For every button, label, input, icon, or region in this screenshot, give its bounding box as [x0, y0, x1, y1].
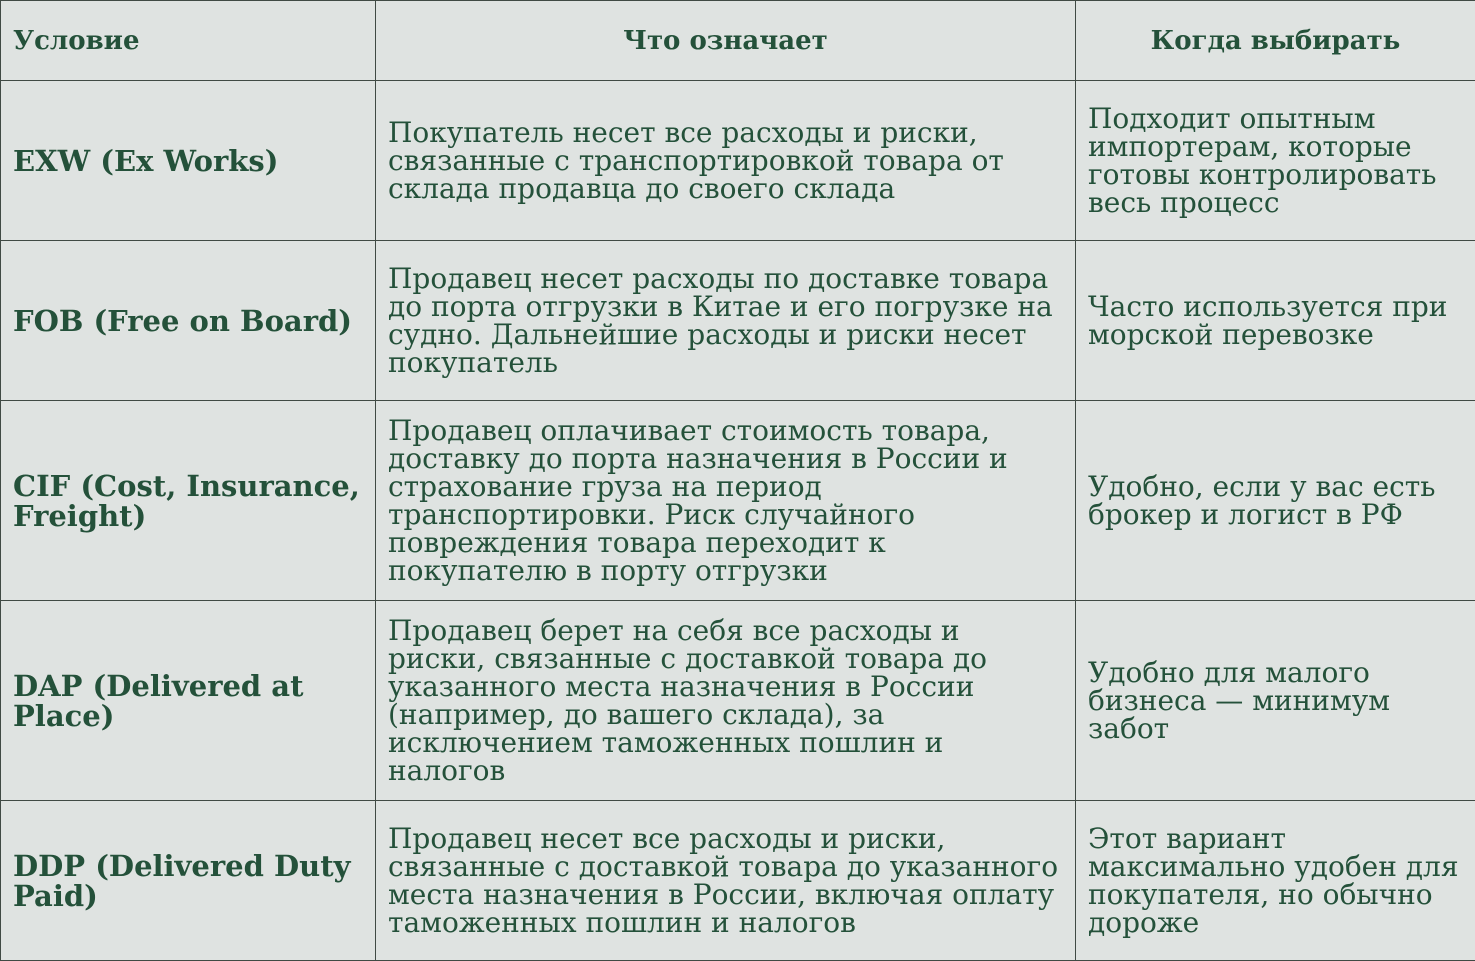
when-cell: Удобно для малого бизнеса — минимум забот — [1076, 601, 1475, 801]
table-row — [1, 801, 1475, 961]
term-cell: CIF (Cost, Insurance, Freight) — [1, 401, 376, 601]
table-row — [1, 241, 1475, 401]
when-cell: Этот вариант максимально удобен для покупателя, но обычно дороже — [1076, 801, 1475, 961]
term-cell: FOB (Free on Board) — [1, 241, 376, 401]
header-when-to-choose: Когда выбирать — [1076, 1, 1475, 81]
header-meaning: Что означает — [376, 1, 1076, 81]
meaning-cell: Продавец несет все расходы и риски, связанные с доставкой товара до указанного места назначения в России, включая оплату таможенных пошлин и налогов — [376, 801, 1076, 961]
term-cell: DDP (Delivered Duty Paid) — [1, 801, 376, 961]
term-cell: EXW (Ex Works) — [1, 81, 376, 241]
meaning-cell: Продавец оплачивает стоимость товара, доставку до порта назначения в России и страхование груза на период транспортировки. Риск случайного повреждения товара переходит к покупателю в порту отгрузки — [376, 401, 1076, 601]
table-row — [1, 401, 1475, 601]
table-row — [1, 81, 1475, 241]
table-row — [1, 601, 1475, 801]
meaning-cell: Продавец берет на себя все расходы и риски, связанные с доставкой товара до указанного места назначения в России (например, до вашего склада), за исключением таможенных пошлин и налогов — [376, 601, 1076, 801]
when-cell: Подходит опытным импортерам, которые готовы контролировать весь процесс — [1076, 81, 1475, 241]
meaning-cell: Продавец несет расходы по доставке товара до порта отгрузки в Китае и его погрузке на судно. Дальнейшие расходы и риски несет покупатель — [376, 241, 1076, 401]
table-body — [1, 81, 1475, 961]
when-cell: Часто используется при морской перевозке — [1076, 241, 1475, 401]
meaning-cell: Покупатель несет все расходы и риски, связанные с транспортировкой товара от склада продавца до своего склада — [376, 81, 1076, 241]
term-cell: DAP (Delivered at Place) — [1, 601, 376, 801]
when-cell: Удобно, если у вас есть брокер и логист в РФ — [1076, 401, 1475, 601]
table-header — [1, 1, 1475, 81]
header-term: Условие — [1, 1, 376, 81]
header-row — [1, 1, 1475, 81]
